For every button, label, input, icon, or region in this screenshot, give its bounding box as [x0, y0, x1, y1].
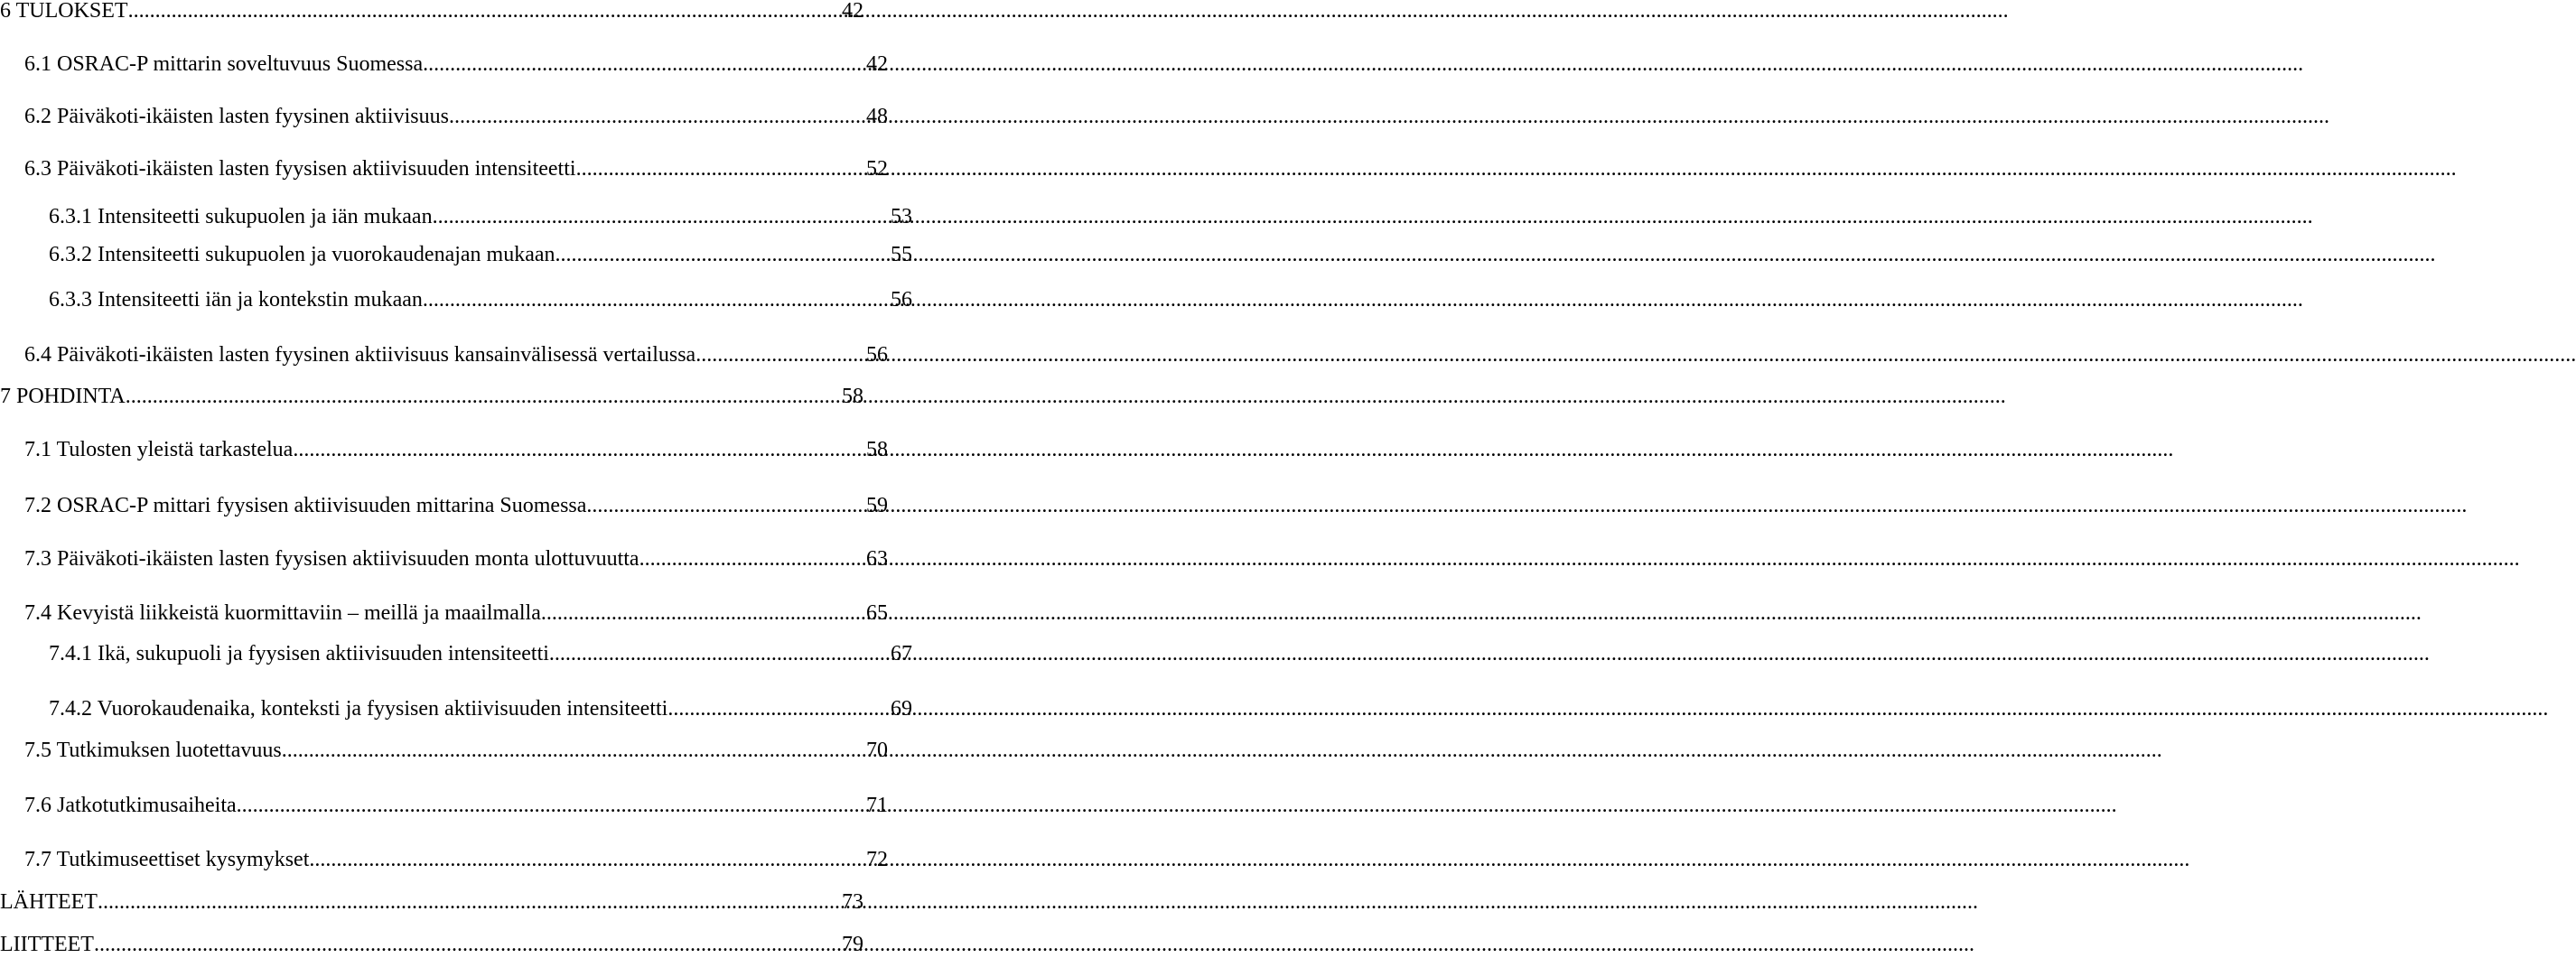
toc-entry-title: Intensiteetti iän ja kontekstin mukaan: [98, 288, 423, 312]
toc-entry-number: 6.3.1: [49, 205, 92, 228]
toc-entry-number: 7.5: [24, 739, 51, 762]
toc-entry-page: 73: [842, 890, 863, 914]
toc-entry-number: 7.4.1: [49, 642, 92, 665]
toc-entry-page: 58: [842, 385, 863, 408]
toc-dot-leader: [94, 931, 841, 958]
toc-dot-leader: [98, 888, 841, 916]
toc-entry-page: 70: [866, 739, 888, 762]
toc-entry-title: Intensiteetti sukupuolen ja iän mukaan: [98, 205, 433, 228]
toc-entry-title: Päiväkoti-ikäisten lasten fyysisen aktiivisuuden monta ulottuvuutta: [57, 547, 639, 571]
toc-dot-leader: [282, 737, 865, 764]
toc-entry-number: 6.3.3: [49, 288, 92, 312]
toc-entry[interactable]: [0, 341, 888, 368]
toc-entry-title: Päiväkoti-ikäisten lasten fyysinen aktiivisuus: [57, 105, 449, 128]
toc-entry-title: Kevyistä liikkeistä kuormittaviin – meillä ja maailmalla: [57, 601, 541, 625]
toc-entry-page: 79: [842, 933, 863, 956]
toc-entry-title: OSRAC-P mittarin soveltuvuus Suomessa: [57, 52, 424, 76]
toc-dot-leader: [639, 545, 865, 572]
toc-dot-leader: [586, 492, 865, 519]
toc-entry-number: 7.6: [24, 794, 51, 817]
toc-entry-title: TULOKSET: [15, 0, 128, 23]
toc-entry[interactable]: [0, 103, 888, 130]
document-page: [0, 0, 912, 956]
toc-entry-number: 6: [0, 0, 11, 23]
toc-entry-title: Tutkimuseettiset kysymykset: [56, 848, 310, 871]
toc-entry[interactable]: [0, 436, 888, 463]
toc-entry-number: 7.2: [24, 494, 51, 517]
toc-entry-page: 56: [891, 288, 912, 312]
toc-entry-page: 42: [866, 52, 888, 76]
toc-entry-title: OSRAC-P mittari fyysisen aktiivisuuden mittarina Suomessa: [57, 494, 587, 517]
toc-entry[interactable]: [0, 737, 888, 764]
toc-entry-page: 69: [891, 697, 912, 721]
toc-entry-title: Vuorokaudenaika, konteksti ja fyysisen aktiivisuuden intensiteetti: [97, 697, 668, 721]
toc-entry-title: LIITTEET: [0, 933, 94, 956]
toc-entry-number: 6.2: [24, 105, 51, 128]
toc-entry[interactable]: [0, 695, 912, 722]
toc-entry-page: 52: [866, 157, 888, 181]
toc-entry[interactable]: [0, 51, 888, 78]
toc-entry-title: Jatkotutkimusaiheita: [57, 794, 237, 817]
toc-entry[interactable]: [0, 492, 888, 519]
toc-entry[interactable]: [0, 931, 863, 958]
toc-entry-page: 55: [891, 243, 912, 266]
toc-entry[interactable]: [0, 600, 888, 627]
toc-dot-leader: [695, 341, 865, 368]
toc-dot-leader: [126, 383, 841, 410]
toc-entry-title: Tutkimuksen luotettavuus: [56, 739, 282, 762]
toc-entry-page: 67: [891, 642, 912, 665]
toc-entry-page: 42: [842, 0, 863, 23]
toc-entry-title: Tulosten yleistä tarkastelua: [56, 438, 294, 461]
toc-entry-page: 63: [866, 547, 888, 571]
toc-entry-title: LÄHTEET: [0, 890, 98, 914]
toc-entry[interactable]: [0, 545, 888, 572]
toc-entry[interactable]: [0, 383, 863, 410]
toc-entry-number: 7.3: [24, 547, 51, 571]
toc-entry-number: 6.4: [24, 343, 51, 367]
toc-entry[interactable]: [0, 888, 863, 916]
toc-entry-page: 71: [866, 794, 888, 817]
toc-entry-title: Päiväkoti-ikäisten lasten fyysinen aktiivisuus kansainvälisessä vertailussa: [57, 343, 696, 367]
toc-entry-number: 7.1: [24, 438, 51, 461]
toc-dot-leader: [449, 103, 865, 130]
toc-dot-leader: [576, 155, 865, 182]
toc-dot-leader: [237, 792, 865, 819]
toc-entry-number: 7.4.2: [49, 697, 92, 721]
toc-entry[interactable]: [0, 155, 888, 182]
toc-entry-page: 59: [866, 494, 888, 517]
toc-entry-number: 7.4: [24, 601, 51, 625]
toc-dot-leader: [541, 600, 865, 627]
toc-entry[interactable]: [0, 792, 888, 819]
table-of-contents: [0, 0, 912, 956]
toc-dot-leader: [549, 640, 890, 667]
toc-entry[interactable]: [0, 203, 912, 230]
toc-entry[interactable]: [0, 286, 912, 313]
toc-dot-leader: [293, 436, 865, 463]
toc-entry-page: 58: [866, 438, 888, 461]
toc-entry-page: 56: [866, 343, 888, 367]
toc-entry[interactable]: [0, 0, 863, 24]
toc-entry-page: 53: [891, 205, 912, 228]
toc-entry-number: 7: [0, 385, 11, 408]
toc-entry-number: 6.3.2: [49, 243, 92, 266]
toc-entry-number: 7.7: [24, 848, 51, 871]
toc-dot-leader: [128, 0, 841, 24]
toc-dot-leader: [555, 241, 890, 268]
toc-entry-title: POHDINTA: [16, 385, 126, 408]
toc-entry-title: Päiväkoti-ikäisten lasten fyysisen aktiivisuuden intensiteetti: [57, 157, 576, 181]
toc-entry-page: 48: [866, 105, 888, 128]
toc-entry-title: Intensiteetti sukupuolen ja vuorokaudenajan mukaan: [98, 243, 555, 266]
toc-dot-leader: [433, 203, 890, 230]
toc-dot-leader: [423, 51, 865, 78]
toc-entry[interactable]: [0, 640, 912, 667]
toc-dot-leader: [423, 286, 890, 313]
toc-entry-page: 72: [866, 848, 888, 871]
toc-dot-leader: [667, 695, 890, 722]
toc-entry-number: 6.3: [24, 157, 51, 181]
toc-entry[interactable]: [0, 846, 888, 873]
toc-entry-page: 65: [866, 601, 888, 625]
toc-entry-number: 6.1: [24, 52, 51, 76]
toc-dot-leader: [309, 846, 865, 873]
toc-entry[interactable]: [0, 241, 912, 268]
toc-entry-title: Ikä, sukupuoli ja fyysisen aktiivisuuden intensiteetti: [98, 642, 549, 665]
